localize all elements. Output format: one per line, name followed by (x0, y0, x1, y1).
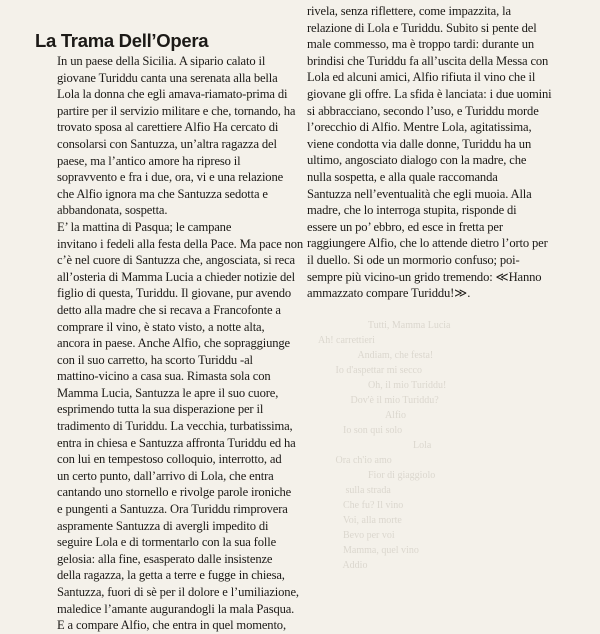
text-line: il duello. Si ode un mormorio confuso; poi- (307, 252, 520, 267)
text-line: brindisi che Turiddu fa all’uscita della Messa con (307, 53, 549, 68)
text-line: tradimento di Turiddu. La vecchia, turbatissima, (57, 419, 293, 434)
text-line: giovane Turiddu canta una serenata alla bella (57, 70, 278, 85)
text-line: cantando uno stornello e rivolge parole ironiche (57, 485, 292, 500)
text-line: sopravvento e fra i due, ora, vi e una relazione (57, 170, 284, 185)
page-title: La Trama Dell’Opera (35, 30, 209, 51)
text-line: ammazzato compare Turiddu!≫. (307, 286, 471, 301)
right-column-body (307, 3, 569, 302)
text-line: abbandonata, sospetta. (57, 203, 168, 218)
text-line: consolarsi con Santuzza, un’altra ragazza del (57, 136, 277, 151)
text-line: detto alla madre che si recava a Francofonte a (57, 302, 281, 317)
text-line: aspramente Santuzza di avergli impedito di (57, 518, 269, 533)
text-line: Santuzza nell’eventualità che egli muoia. Alla (307, 186, 532, 201)
text-line: E a compare Alfio, che entra in quel momento, (57, 618, 286, 633)
right-column (307, 3, 569, 302)
text-line: gelosia: alla fine, esasperato dalle insistenze (57, 551, 273, 566)
left-column (35, 30, 304, 634)
text-line: nulla sospetta, e alla quale raccomanda (307, 169, 498, 184)
text-line: entra in chiesa e Santuzza affronta Turiddu ed ha (57, 435, 296, 450)
text-line: Mamma Lucia, Santuzza le apre il suo cuore, (57, 385, 279, 400)
text-line: comprare il vino, è stato visto, a notte alta, (57, 319, 265, 334)
text-line: viene condotta via dalle donne, Turiddu ha un (307, 136, 532, 151)
text-line: c’è nel cuore di Santuzza che, angosciata, si reca (57, 253, 295, 268)
text-line: rivela, senza riflettere, come impazzita, la (307, 4, 511, 18)
text-line: maledice l’amante augurandogli la mala Pasqua. (57, 601, 295, 616)
text-line: esprimendo tutta la sua disperazione per il (57, 402, 264, 417)
text-line: seguire Lola e di tormentarlo con la sua folle (57, 535, 277, 550)
text-line: con il suo carretto, ha scorto Turiddu -al (57, 352, 253, 367)
paragraph (35, 219, 304, 634)
text-line: un certo punto, dall’arrivo di Lola, che entra (57, 468, 274, 483)
text-line: sempre più vicino-un grido tremendo: ≪Hanno (307, 269, 542, 284)
text-line: Santuzza, fuori di sè per il dolore e l’umiliazione, (57, 585, 299, 599)
text-line: che Alfio ignora ma che Santuzza sedotta e (57, 186, 268, 201)
text-line: madre, che lo interroga stupita, risponde di (307, 203, 517, 218)
text-line: della ragazza, la getta a terre e fugge in chiesa, (57, 568, 285, 583)
text-line: Lola ed alcuni amici, Alfio rifiuta il vino che il (307, 70, 536, 85)
text-line: partire per il servizio militare e che, tornando, ha (57, 103, 296, 118)
paragraph (307, 3, 569, 302)
text-line: male commesso, ma è troppo tardi: durante un (307, 37, 535, 52)
text-line: con lui en tempestoso colloquio, interrotto, ad (57, 452, 282, 467)
text-line: l’orecchio di Alfio. Mentre Lola, agitatissima, (307, 120, 532, 135)
text-line: E’ la mattina di Pasqua; le campane (57, 219, 232, 234)
text-line: In un paese della Sicilia. A sipario calato il (57, 54, 266, 68)
text-line: essere un po’ ebbro, ed esce in fretta per (307, 219, 503, 234)
page-show-through: Tutti, Mamma Lucia Ah! carrettieri Andiam, che festa! Io d'aspettar mi secco Oh, il mio Turiddu! Dov'è il mio Turiddu? Alfio Io son qui solo Lola Ora ch'io amo Fior di giaggiolo sulla strada Che fu? Il vino Voi, alla morte Bevo per voi Mamma, quel vino Addio (318, 320, 451, 571)
text-line: paese, ma l’antico amore ha ripreso il (57, 153, 241, 168)
text-line: relazione di Lola e Turiddu. Subito si pente del (307, 20, 537, 35)
text-line: trovato sposa al carettiere Alfio Ha cercato di (57, 120, 279, 135)
text-line: si abbracciano, secondo l’uso, e Turiddu morde (307, 103, 539, 118)
text-line: giovane gli offre. La sfida è lanciata: i due uomini (307, 86, 552, 101)
text-line: raggiungere Alfio, che lo attende dietro l’orto per (307, 236, 548, 251)
text-line: figlio di questa, Turiddu. Il giovane, pur avendo (57, 286, 292, 301)
text-line: e pungenti a Santuzza. Ora Turiddu rimprovera (57, 502, 288, 517)
text-line: ultimo, angosciato dialogo con la madre, che (307, 153, 527, 168)
text-line: Lola la donna che egli amava-riamato-prima di (57, 87, 288, 102)
text-line: mattino-vicino a casa sua. Rimasta sola con (57, 369, 271, 384)
text-line: all’osteria di Mamma Lucia a chieder notizie del (57, 269, 295, 284)
text-line: invitano i fedeli alla festa della Pace. Ma pace non (57, 236, 304, 251)
paragraph (35, 53, 297, 219)
left-column-body (35, 53, 304, 634)
text-line: ancora in paese. Anche Alfio, che sopraggiunge (57, 336, 290, 351)
